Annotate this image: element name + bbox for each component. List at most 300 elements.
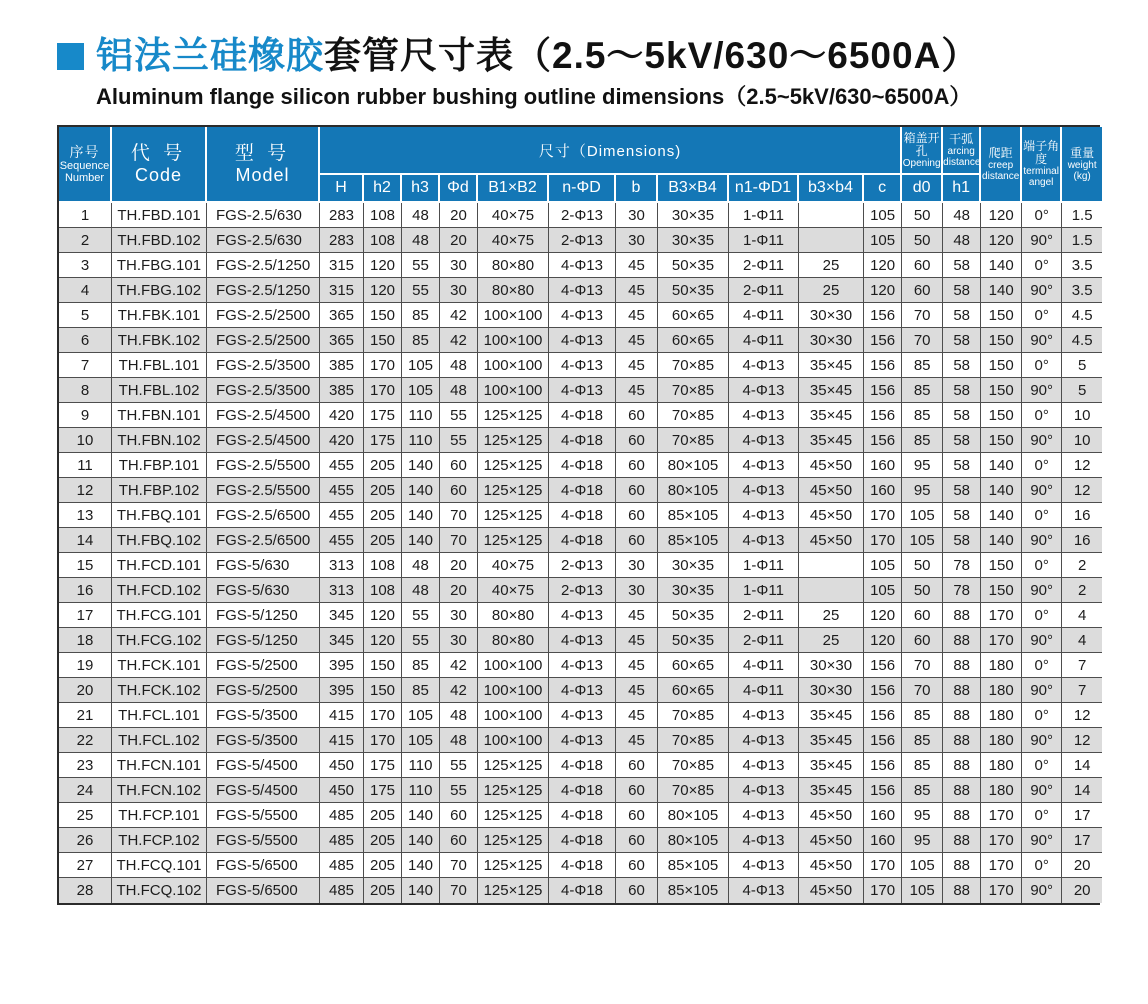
cell-model: FGS-2.5/2500 (207, 303, 320, 328)
cell-h1: 88 (943, 628, 981, 653)
cell-c: 156 (864, 428, 902, 453)
cell-B3xB4: 30×35 (658, 553, 729, 578)
cell-h3: 140 (402, 803, 440, 828)
cell-creep-distance: 180 (981, 728, 1022, 753)
cell-b3xb4: 45×50 (799, 853, 864, 878)
cell-H: 415 (320, 703, 364, 728)
cell-h3: 48 (402, 203, 440, 228)
cell-n-PhiD: 4-Φ18 (549, 853, 616, 878)
cell-terminal-angle: 0° (1022, 553, 1062, 578)
cell-weight: 20 (1062, 853, 1102, 878)
cell-terminal-angle: 90° (1022, 628, 1062, 653)
cell-model: FGS-2.5/1250 (207, 278, 320, 303)
cell-d0: 85 (902, 753, 943, 778)
cell-code: TH.FBQ.102 (112, 528, 207, 553)
cell-model: FGS-5/1250 (207, 603, 320, 628)
cell-creep-distance: 150 (981, 378, 1022, 403)
cell-creep-distance: 150 (981, 303, 1022, 328)
cell-b3xb4: 45×50 (799, 453, 864, 478)
cell-n1-PhiD1: 4-Φ13 (729, 803, 799, 828)
cell-h2: 175 (364, 778, 402, 803)
cell-B1xB2: 100×100 (478, 303, 549, 328)
cell-seq: 11 (59, 453, 112, 478)
cell-n-PhiD: 4-Φ18 (549, 528, 616, 553)
cell-h3: 105 (402, 703, 440, 728)
cell-h3: 140 (402, 453, 440, 478)
cell-n-PhiD: 4-Φ13 (549, 603, 616, 628)
cell-n-PhiD: 4-Φ18 (549, 403, 616, 428)
cell-B1xB2: 100×100 (478, 678, 549, 703)
cell-h3: 110 (402, 753, 440, 778)
cell-h3: 55 (402, 253, 440, 278)
cell-n-PhiD: 2-Φ13 (549, 578, 616, 603)
cell-b: 30 (616, 578, 658, 603)
cell-d0: 85 (902, 728, 943, 753)
cell-seq: 26 (59, 828, 112, 853)
cell-b: 45 (616, 278, 658, 303)
cell-b3xb4: 45×50 (799, 878, 864, 903)
cell-n-PhiD: 2-Φ13 (549, 553, 616, 578)
cell-code: TH.FCG.102 (112, 628, 207, 653)
cell-c: 156 (864, 678, 902, 703)
cell-weight: 4 (1062, 628, 1102, 653)
cell-n-PhiD: 4-Φ18 (549, 503, 616, 528)
cell-c: 156 (864, 378, 902, 403)
cell-code: TH.FCP.101 (112, 803, 207, 828)
cell-d0: 105 (902, 503, 943, 528)
cell-n-PhiD: 4-Φ13 (549, 353, 616, 378)
cell-h3: 105 (402, 378, 440, 403)
cell-c: 170 (864, 853, 902, 878)
cell-n1-PhiD1: 4-Φ13 (729, 478, 799, 503)
cell-d0: 50 (902, 228, 943, 253)
cell-b3xb4 (799, 578, 864, 603)
cell-seq: 12 (59, 478, 112, 503)
cell-d0: 95 (902, 828, 943, 853)
cell-h1: 48 (943, 228, 981, 253)
cell-n1-PhiD1: 2-Φ11 (729, 278, 799, 303)
cell-seq: 28 (59, 878, 112, 903)
cell-B1xB2: 100×100 (478, 728, 549, 753)
cell-h1: 88 (943, 678, 981, 703)
cell-B1xB2: 40×75 (478, 578, 549, 603)
cell-d0: 85 (902, 378, 943, 403)
cell-phi-d: 30 (440, 603, 478, 628)
cell-c: 156 (864, 703, 902, 728)
cell-creep-distance: 150 (981, 328, 1022, 353)
cell-h2: 205 (364, 878, 402, 903)
subcol-B1xB2: B1×B2 (478, 175, 549, 203)
cell-h2: 120 (364, 603, 402, 628)
cell-n1-PhiD1: 2-Φ11 (729, 603, 799, 628)
cell-weight: 14 (1062, 778, 1102, 803)
cell-model: FGS-5/3500 (207, 703, 320, 728)
cell-terminal-angle: 0° (1022, 503, 1062, 528)
cell-d0: 85 (902, 428, 943, 453)
cell-b3xb4 (799, 553, 864, 578)
table-row (59, 603, 1102, 628)
dimensions-table (59, 127, 1102, 903)
cell-b: 45 (616, 678, 658, 703)
cell-B1xB2: 125×125 (478, 828, 549, 853)
cell-d0: 70 (902, 678, 943, 703)
cell-terminal-angle: 0° (1022, 653, 1062, 678)
cell-seq: 24 (59, 778, 112, 803)
cell-b: 45 (616, 253, 658, 278)
cell-H: 313 (320, 578, 364, 603)
cell-phi-d: 55 (440, 753, 478, 778)
cell-phi-d: 55 (440, 778, 478, 803)
page-subtitle-en: Aluminum flange silicon rubber bushing outline dimensions（2.5~5kV/630~6500A） (96, 84, 972, 109)
cell-seq: 14 (59, 528, 112, 553)
cell-creep-distance: 180 (981, 703, 1022, 728)
cell-h2: 175 (364, 403, 402, 428)
cell-h2: 205 (364, 853, 402, 878)
cell-B1xB2: 80×80 (478, 628, 549, 653)
cell-model: FGS-5/3500 (207, 728, 320, 753)
table-row (59, 478, 1102, 503)
subcol-c: c (864, 175, 902, 203)
cell-d0: 60 (902, 253, 943, 278)
subcol-d0: d0 (902, 175, 943, 203)
cell-model: FGS-5/6500 (207, 853, 320, 878)
cell-seq: 16 (59, 578, 112, 603)
cell-H: 365 (320, 328, 364, 353)
cell-h2: 170 (364, 353, 402, 378)
cell-h1: 58 (943, 503, 981, 528)
cell-c: 156 (864, 778, 902, 803)
cell-seq: 17 (59, 603, 112, 628)
cell-h1: 58 (943, 453, 981, 478)
cell-weight: 12 (1062, 478, 1102, 503)
table-row (59, 678, 1102, 703)
cell-seq: 18 (59, 628, 112, 653)
table-row (59, 378, 1102, 403)
cell-b3xb4: 45×50 (799, 528, 864, 553)
cell-b3xb4: 45×50 (799, 478, 864, 503)
cell-code: TH.FCN.101 (112, 753, 207, 778)
cell-creep-distance: 170 (981, 628, 1022, 653)
cell-b: 45 (616, 728, 658, 753)
cell-terminal-angle: 90° (1022, 378, 1062, 403)
cell-n1-PhiD1: 4-Φ13 (729, 703, 799, 728)
cell-creep-distance: 180 (981, 778, 1022, 803)
title-bullet-square (57, 43, 84, 70)
table-row (59, 203, 1102, 228)
cell-H: 455 (320, 478, 364, 503)
cell-seq: 9 (59, 403, 112, 428)
cell-c: 160 (864, 803, 902, 828)
cell-B3xB4: 80×105 (658, 828, 729, 853)
cell-H: 315 (320, 278, 364, 303)
cell-c: 160 (864, 453, 902, 478)
cell-n-PhiD: 4-Φ13 (549, 728, 616, 753)
cell-h3: 85 (402, 303, 440, 328)
cell-c: 170 (864, 878, 902, 903)
cell-n1-PhiD1: 1-Φ11 (729, 553, 799, 578)
cell-n-PhiD: 4-Φ18 (549, 778, 616, 803)
cell-H: 313 (320, 553, 364, 578)
dimensions-table-wrap (57, 125, 1100, 905)
cell-phi-d: 30 (440, 628, 478, 653)
cell-b: 60 (616, 528, 658, 553)
cell-H: 455 (320, 528, 364, 553)
cell-h2: 108 (364, 553, 402, 578)
cell-code: TH.FBL.102 (112, 378, 207, 403)
cell-n1-PhiD1: 2-Φ11 (729, 253, 799, 278)
cell-model: FGS-2.5/5500 (207, 478, 320, 503)
cell-phi-d: 60 (440, 478, 478, 503)
cell-seq: 23 (59, 753, 112, 778)
cell-h3: 85 (402, 678, 440, 703)
cell-B1xB2: 100×100 (478, 703, 549, 728)
cell-seq: 20 (59, 678, 112, 703)
cell-weight: 7 (1062, 678, 1102, 703)
table-row (59, 353, 1102, 378)
cell-terminal-angle: 90° (1022, 278, 1062, 303)
cell-code: TH.FBK.102 (112, 328, 207, 353)
cell-model: FGS-2.5/630 (207, 228, 320, 253)
cell-b3xb4: 45×50 (799, 803, 864, 828)
table-row (59, 803, 1102, 828)
cell-terminal-angle: 90° (1022, 478, 1062, 503)
cell-H: 365 (320, 303, 364, 328)
cell-h1: 48 (943, 203, 981, 228)
cell-seq: 15 (59, 553, 112, 578)
cell-b: 30 (616, 553, 658, 578)
cell-terminal-angle: 0° (1022, 803, 1062, 828)
cell-phi-d: 42 (440, 653, 478, 678)
cell-n1-PhiD1: 4-Φ13 (729, 753, 799, 778)
cell-H: 415 (320, 728, 364, 753)
cell-n-PhiD: 4-Φ18 (549, 878, 616, 903)
cell-phi-d: 48 (440, 353, 478, 378)
cell-B3xB4: 50×35 (658, 253, 729, 278)
catalog-page (57, 34, 1103, 905)
cell-n1-PhiD1: 2-Φ11 (729, 628, 799, 653)
table-row (59, 303, 1102, 328)
cell-n1-PhiD1: 4-Φ13 (729, 728, 799, 753)
cell-h3: 105 (402, 728, 440, 753)
cell-d0: 70 (902, 328, 943, 353)
cell-h2: 205 (364, 828, 402, 853)
col-group-dimensions: 尺寸（Dimensions) (320, 127, 902, 175)
cell-b: 45 (616, 303, 658, 328)
cell-code: TH.FCL.101 (112, 703, 207, 728)
cell-c: 170 (864, 503, 902, 528)
cell-phi-d: 70 (440, 503, 478, 528)
cell-model: FGS-5/4500 (207, 753, 320, 778)
cell-n1-PhiD1: 1-Φ11 (729, 578, 799, 603)
subcol-b3xb4: b3×b4 (799, 175, 864, 203)
cell-c: 105 (864, 578, 902, 603)
cell-h2: 205 (364, 503, 402, 528)
cell-weight: 20 (1062, 878, 1102, 903)
cell-b3xb4: 35×45 (799, 753, 864, 778)
cell-creep-distance: 140 (981, 528, 1022, 553)
cell-b3xb4: 25 (799, 628, 864, 653)
cell-B1xB2: 100×100 (478, 378, 549, 403)
table-row (59, 628, 1102, 653)
subcol-h2: h2 (364, 175, 402, 203)
cell-n1-PhiD1: 4-Φ11 (729, 303, 799, 328)
cell-model: FGS-5/1250 (207, 628, 320, 653)
cell-c: 156 (864, 753, 902, 778)
cell-n-PhiD: 4-Φ13 (549, 278, 616, 303)
cell-phi-d: 48 (440, 378, 478, 403)
cell-creep-distance: 120 (981, 203, 1022, 228)
table-row (59, 528, 1102, 553)
cell-d0: 50 (902, 578, 943, 603)
cell-b: 60 (616, 503, 658, 528)
cell-h2: 175 (364, 428, 402, 453)
cell-H: 450 (320, 753, 364, 778)
cell-creep-distance: 140 (981, 503, 1022, 528)
cell-phi-d: 70 (440, 878, 478, 903)
cell-c: 120 (864, 278, 902, 303)
cell-code: TH.FCG.101 (112, 603, 207, 628)
table-row (59, 553, 1102, 578)
table-row (59, 853, 1102, 878)
title-text-block (96, 34, 979, 78)
cell-H: 315 (320, 253, 364, 278)
cell-d0: 105 (902, 878, 943, 903)
cell-h1: 58 (943, 353, 981, 378)
cell-d0: 50 (902, 203, 943, 228)
cell-b3xb4: 35×45 (799, 403, 864, 428)
cell-h1: 58 (943, 278, 981, 303)
cell-h2: 175 (364, 753, 402, 778)
cell-B1xB2: 125×125 (478, 428, 549, 453)
cell-h2: 205 (364, 453, 402, 478)
cell-H: 283 (320, 203, 364, 228)
cell-terminal-angle: 90° (1022, 678, 1062, 703)
cell-weight: 12 (1062, 728, 1102, 753)
cell-n1-PhiD1: 4-Φ13 (729, 853, 799, 878)
cell-H: 345 (320, 628, 364, 653)
cell-b3xb4: 25 (799, 253, 864, 278)
cell-creep-distance: 180 (981, 653, 1022, 678)
cell-b3xb4: 30×30 (799, 653, 864, 678)
cell-n1-PhiD1: 1-Φ11 (729, 203, 799, 228)
cell-H: 420 (320, 403, 364, 428)
cell-b3xb4 (799, 203, 864, 228)
table-body (59, 203, 1102, 903)
cell-model: FGS-2.5/5500 (207, 453, 320, 478)
cell-h2: 108 (364, 578, 402, 603)
cell-B3xB4: 60×65 (658, 303, 729, 328)
col-header-sequence: 序号 Sequence Number (59, 127, 112, 203)
cell-code: TH.FBG.101 (112, 253, 207, 278)
cell-h3: 55 (402, 628, 440, 653)
cell-B1xB2: 100×100 (478, 653, 549, 678)
cell-b: 30 (616, 228, 658, 253)
cell-B1xB2: 125×125 (478, 453, 549, 478)
cell-n1-PhiD1: 4-Φ11 (729, 328, 799, 353)
cell-d0: 95 (902, 453, 943, 478)
table-row (59, 778, 1102, 803)
cell-terminal-angle: 90° (1022, 578, 1062, 603)
cell-b: 60 (616, 478, 658, 503)
cell-creep-distance: 170 (981, 603, 1022, 628)
cell-h3: 140 (402, 878, 440, 903)
cell-h1: 88 (943, 828, 981, 853)
cell-n1-PhiD1: 4-Φ13 (729, 453, 799, 478)
cell-c: 105 (864, 228, 902, 253)
cell-b3xb4: 25 (799, 603, 864, 628)
cell-weight: 3.5 (1062, 278, 1102, 303)
cell-model: FGS-5/630 (207, 553, 320, 578)
cell-weight: 16 (1062, 528, 1102, 553)
cell-h1: 88 (943, 728, 981, 753)
cell-phi-d: 48 (440, 703, 478, 728)
table-row (59, 428, 1102, 453)
cell-b: 30 (616, 203, 658, 228)
cell-B1xB2: 80×80 (478, 278, 549, 303)
cell-b3xb4: 35×45 (799, 428, 864, 453)
cell-creep-distance: 140 (981, 278, 1022, 303)
cell-b: 45 (616, 353, 658, 378)
cell-h2: 150 (364, 653, 402, 678)
cell-weight: 17 (1062, 828, 1102, 853)
cell-h3: 110 (402, 778, 440, 803)
cell-b3xb4: 35×45 (799, 728, 864, 753)
cell-phi-d: 70 (440, 528, 478, 553)
cell-c: 120 (864, 603, 902, 628)
cell-h1: 88 (943, 603, 981, 628)
cell-h2: 150 (364, 678, 402, 703)
cell-model: FGS-5/5500 (207, 828, 320, 853)
cell-phi-d: 20 (440, 553, 478, 578)
cell-n-PhiD: 4-Φ13 (549, 628, 616, 653)
cell-H: 395 (320, 678, 364, 703)
table-row (59, 728, 1102, 753)
cell-n1-PhiD1: 4-Φ13 (729, 353, 799, 378)
cell-phi-d: 55 (440, 428, 478, 453)
cell-H: 455 (320, 503, 364, 528)
cell-model: FGS-5/5500 (207, 803, 320, 828)
cell-code: TH.FCD.102 (112, 578, 207, 603)
cell-creep-distance: 170 (981, 853, 1022, 878)
cell-terminal-angle: 90° (1022, 228, 1062, 253)
cell-B1xB2: 40×75 (478, 553, 549, 578)
cell-seq: 25 (59, 803, 112, 828)
cell-n-PhiD: 4-Φ18 (549, 453, 616, 478)
cell-h2: 108 (364, 228, 402, 253)
cell-seq: 13 (59, 503, 112, 528)
cell-code: TH.FCD.101 (112, 553, 207, 578)
cell-H: 283 (320, 228, 364, 253)
cell-d0: 105 (902, 853, 943, 878)
cell-b: 60 (616, 803, 658, 828)
cell-h1: 88 (943, 778, 981, 803)
cell-d0: 95 (902, 803, 943, 828)
cell-h3: 105 (402, 353, 440, 378)
col-header-model: 型 号 Model (207, 127, 320, 203)
cell-c: 156 (864, 403, 902, 428)
cell-B3xB4: 85×105 (658, 878, 729, 903)
cell-n1-PhiD1: 4-Φ13 (729, 428, 799, 453)
cell-B3xB4: 80×105 (658, 453, 729, 478)
cell-model: FGS-2.5/630 (207, 203, 320, 228)
cell-h2: 120 (364, 253, 402, 278)
cell-c: 156 (864, 353, 902, 378)
cell-h2: 120 (364, 628, 402, 653)
table-row (59, 703, 1102, 728)
cell-c: 170 (864, 528, 902, 553)
cell-n-PhiD: 4-Φ13 (549, 678, 616, 703)
cell-n-PhiD: 4-Φ13 (549, 303, 616, 328)
